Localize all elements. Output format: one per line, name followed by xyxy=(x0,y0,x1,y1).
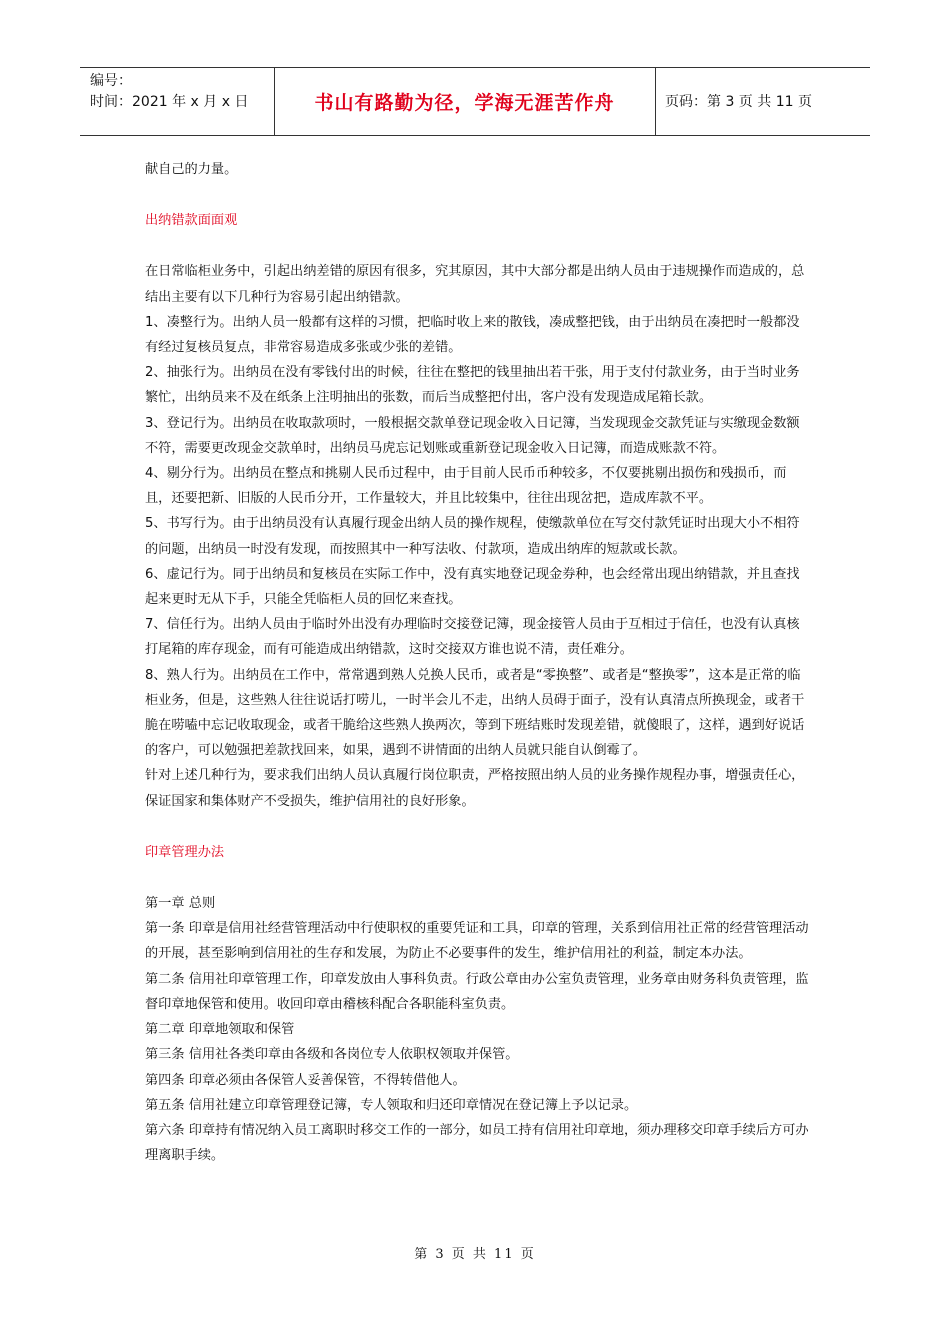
paragraph: 1、凑整行为。出纳人员一般都有这样的习惯，把临时收上来的散钱，凑成整把钱，由于出纳员在凑把时一般都没有经过复核员复点，非常容易造成多张或少张的差错。 xyxy=(145,314,800,356)
paragraph: 第五条 信用社建立印章管理登记簿，专人领取和归还印章情况在登记簿上予以记录。 xyxy=(145,1097,638,1113)
header-page-number: 页码：第 3 页 共 11 页 xyxy=(665,94,812,110)
paragraph: 第四条 印章必须由各保管人妥善保管，不得转借他人。 xyxy=(145,1072,466,1088)
paragraph: 第三条 信用社各类印章由各级和各岗位专人依职权领取并保管。 xyxy=(145,1047,519,1063)
paragraph: 第二条 信用社印章管理工作，印章发放由人事科负责。行政公章由办公室负责管理，业务章由财务科负责管理，监督印章地保管和使用。收回印章由稽核科配合各职能科室负责。 xyxy=(145,971,809,1012)
paragraph: 献自己的力量。 xyxy=(145,162,238,177)
paragraph: 6、虚记行为。同于出纳员和复核员在实际工作中，没有真实地登记现金券种，也会经常出现出纳错款，并且查找起来更时无从下手，只能全凭临柜人员的回忆来查找。 xyxy=(145,566,800,608)
chapter-title: 第一章 总则 xyxy=(145,896,216,912)
paragraph: 2、抽张行为。出纳员在没有零钱付出的时候，往往在整把的钱里抽出若干张，用于支付付款业务，由于当时业务繁忙，出纳员来不及在纸条上注明抽出的张数，而后当成整把付出，客户没有发现造成尾箱长款。 xyxy=(145,365,800,406)
paragraph: 第六条 印章持有情况纳入员工离职时移交工作的一部分，如员工持有信用社印章地，须办理移交印章手续后方可办理离职手续。 xyxy=(145,1122,809,1164)
paragraph: 针对上述几种行为，要求我们出纳人员认真履行岗位职责，严格按照出纳人员的业务操作规程办事，增强责任心，保证国家和集体财产不受损失，维护信用社的良好形象。 xyxy=(145,768,805,809)
page-header xyxy=(80,67,870,135)
chapter-title: 第二章 印章地领取和保管 xyxy=(145,1022,295,1038)
paragraph: 5、书写行为。由于出纳员没有认真履行现金出纳人员的操作规程，使缴款单位在写交付款凭证时出现大小不相符的问题，出纳员一时没有发现，而按照其中一种写法收、付款项，造成出纳库的短款或长款。 xyxy=(145,516,800,557)
paragraph: 8、熟人行为。出纳员在工作中，常常遇到熟人兑换人民币，或者是“零换整”、或者是“整换零”，这本是正常的临柜业务，但是，这些熟人往往说话打唠儿，一时半会儿不走，出纳人员碍于面子，没有认真清点所换现金，或者干脆在唠嗑中忘记收取现金，或者干脆给这些熟人换两次，等到下班结账时发现差错，就傻眼了，这样，遇到好说话的客户，可以勉强把差款找回来，如果，遇到不讲情面的出纳人员就只能自认倒霉了。 xyxy=(145,667,805,759)
header-motto: 书山有路勤为径，学海无涯苦作舟 xyxy=(314,91,615,114)
page-footer: 第 3 页 共 11 页 xyxy=(414,1247,536,1262)
header-meta xyxy=(90,71,274,113)
section-heading-cashier-errors: 出纳错款面面观 xyxy=(145,213,238,229)
header-bottom-rule xyxy=(80,135,870,136)
paragraph: 7、信任行为。出纳人员由于临时外出没有办理临时交接登记簿，现金接管人员由于互相过于信任，也没有认真核打尾箱的库存现金，而有可能造成出纳错款，这时交接双方谁也说不清，责任难分。 xyxy=(145,617,800,658)
paragraph: 在日常临柜业务中，引起出纳差错的原因有很多，究其原因，其中大部分都是出纳人员由于违规操作而造成的，总结出主要有以下几种行为容易引起出纳错款。 xyxy=(145,264,805,305)
section-heading-seal-management: 印章管理办法 xyxy=(145,844,225,860)
paragraph: 3、登记行为。出纳员在收取款项时，一般根据交款单登记现金收入日记簿，当发现现金交款凭证与实缴现金数额不符，需要更改现金交款单时，出纳员马虎忘记划账或重新登记现金收入日记簿，而造成账款不符。 xyxy=(145,415,800,456)
header-time: 时间：2021 年 x 月 x 日 xyxy=(90,94,249,110)
header-divider-right xyxy=(655,67,656,135)
header-number: 编号： xyxy=(90,73,132,89)
paragraph: 4、剔分行为。出纳员在整点和挑剔人民币过程中，由于目前人民币币种较多，不仅要挑剔出损伤和残损币，而且，还要把新、旧版的人民币分开，工作量较大，并且比较集中，往往出现岔把，造成库款不平。 xyxy=(145,466,787,507)
paragraph: 第一条 印章是信用社经营管理活动中行使职权的重要凭证和工具，印章的管理，关系到信用社正常的经营管理活动的开展，甚至影响到信用社的生存和发展，为防止不必要事件的发生，维护信用社的利益，制定本办法。 xyxy=(145,921,809,962)
document-body xyxy=(145,157,810,1168)
